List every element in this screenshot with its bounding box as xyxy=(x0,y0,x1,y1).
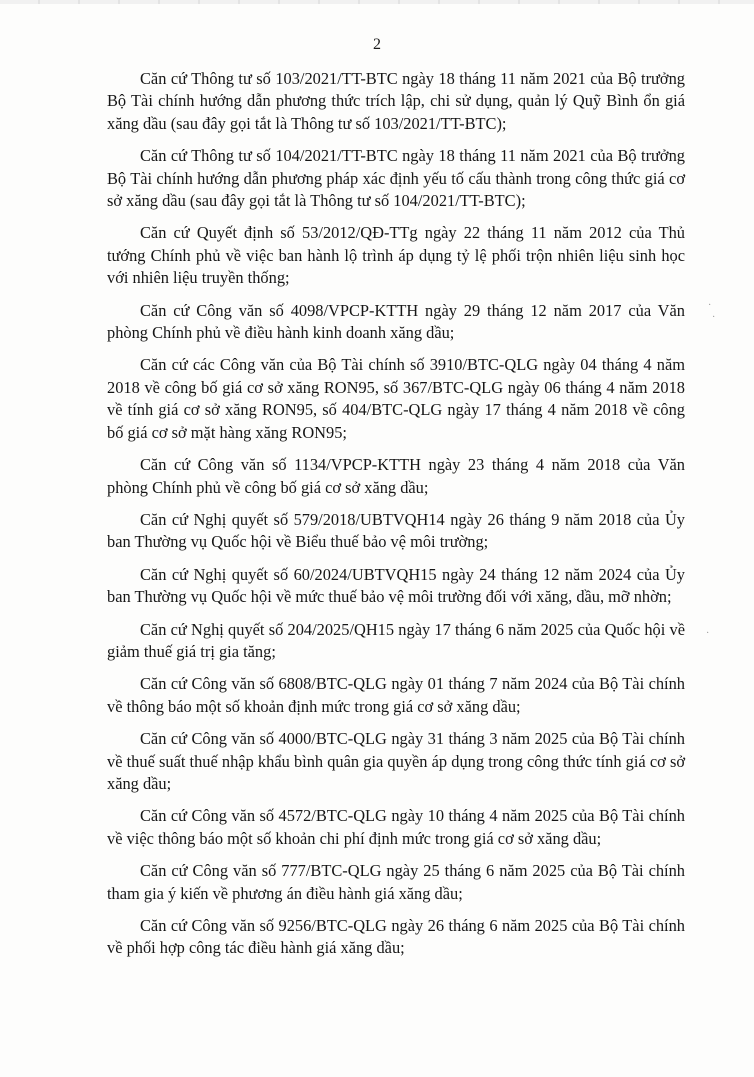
paragraph-cong-van-4098: Căn cứ Công văn số 4098/VPCP-KTTH ngày 29 tháng 12 năm 2017 của Văn phòng Chính phủ về điều hành kinh doanh xăng dầu; xyxy=(107,300,685,343)
paragraph-cong-van-1134: Căn cứ Công văn số 1134/VPCP-KTTH ngày 23 tháng 4 năm 2018 của Văn phòng Chính phủ về công bố giá cơ sở xăng dầu; xyxy=(107,455,685,497)
legal-basis-list xyxy=(107,68,685,970)
paragraph-cong-van-6808: Căn cứ Công văn số 6808/BTC-QLG ngày 01 tháng 7 năm 2024 của Bộ Tài chính về thông báo một số khoản định mức trong giá cơ sở xăng dầu; xyxy=(107,674,685,716)
paragraph-cong-van-4572: Căn cứ Công văn số 4572/BTC-QLG ngày 10 tháng 4 năm 2025 của Bộ Tài chính về việc thông báo một số khoản chi phí định mức trong giá cơ sở xăng dầu; xyxy=(107,806,685,848)
paragraph-cong-van-3910: Căn cứ các Công văn của Bộ Tài chính số 3910/BTC-QLG ngày 04 tháng 4 năm 2018 về công bố giá cơ sở xăng RON95, số 367/BTC-QLG ngày 06 tháng 4 năm 2018 về tính giá cơ sở xăng RON95, số 404/BTC-QLG ngày 17 tháng 4 năm 2018 về công bố giá cơ sở mặt hàng xăng RON95; xyxy=(107,355,685,442)
paragraph-nghi-quyet-60: Căn cứ Nghị quyết số 60/2024/UBTVQH15 ngày 24 tháng 12 năm 2024 của Ủy ban Thường vụ Quốc hội về mức thuế bảo vệ môi trường đối với xăng, dầu, mỡ nhờn; xyxy=(107,564,685,607)
scan-top-edge xyxy=(0,0,754,4)
scan-speck: · xyxy=(708,300,712,311)
scan-speck: · xyxy=(706,628,710,639)
page-number: 2 xyxy=(373,36,381,53)
scan-speck: · xyxy=(712,312,716,323)
paragraph-thong-tu-103: Căn cứ Thông tư số 103/2021/TT-BTC ngày 18 tháng 11 năm 2021 của Bộ trưởng Bộ Tài chính hướng dẫn phương thức trích lập, chi sử dụng, quản lý Quỹ Bình ổn giá xăng dầu (sau đây gọi tắt là Thông tư số 103/2021/TT-BTC); xyxy=(107,69,685,133)
paragraph-cong-van-4000: Căn cứ Công văn số 4000/BTC-QLG ngày 31 tháng 3 năm 2025 của Bộ Tài chính về thuế suất thuế nhập khẩu bình quân gia quyền áp dụng trong công thức tính giá cơ sở xăng dầu; xyxy=(107,729,685,793)
paragraph-nghi-quyet-579: Căn cứ Nghị quyết số 579/2018/UBTVQH14 ngày 26 tháng 9 năm 2018 của Ủy ban Thường vụ Quốc hội về Biểu thuế bảo vệ môi trường; xyxy=(107,509,685,552)
paragraph-thong-tu-104: Căn cứ Thông tư số 104/2021/TT-BTC ngày 18 tháng 11 năm 2021 của Bộ trưởng Bộ Tài chính hướng dẫn phương pháp xác định yếu tố cấu thành trong công thức giá cơ sở xăng dầu (sau đây gọi tắt là Thông tư số 104/2021/TT-BTC); xyxy=(107,146,685,211)
paragraph-quyet-dinh-53: Căn cứ Quyết định số 53/2012/QĐ-TTg ngày 22 tháng 11 năm 2012 của Thủ tướng Chính phủ về việc ban hành lộ trình áp dụng tỷ lệ phối trộn nhiên liệu sinh học với nhiên liệu truyền thống; xyxy=(107,223,685,288)
paragraph-nghi-quyet-204: Căn cứ Nghị quyết số 204/2025/QH15 ngày 17 tháng 6 năm 2025 của Quốc hội về giảm thuế giá trị gia tăng; xyxy=(107,619,685,661)
paragraph-cong-van-777: Căn cứ Công văn số 777/BTC-QLG ngày 25 tháng 6 năm 2025 của Bộ Tài chính tham gia ý kiến về phương án điều hành giá xăng dầu; xyxy=(107,861,685,903)
paragraph-cong-van-9256: Căn cứ Công văn số 9256/BTC-QLG ngày 26 tháng 6 năm 2025 của Bộ Tài chính về phối hợp công tác điều hành giá xăng dầu; xyxy=(107,916,685,958)
